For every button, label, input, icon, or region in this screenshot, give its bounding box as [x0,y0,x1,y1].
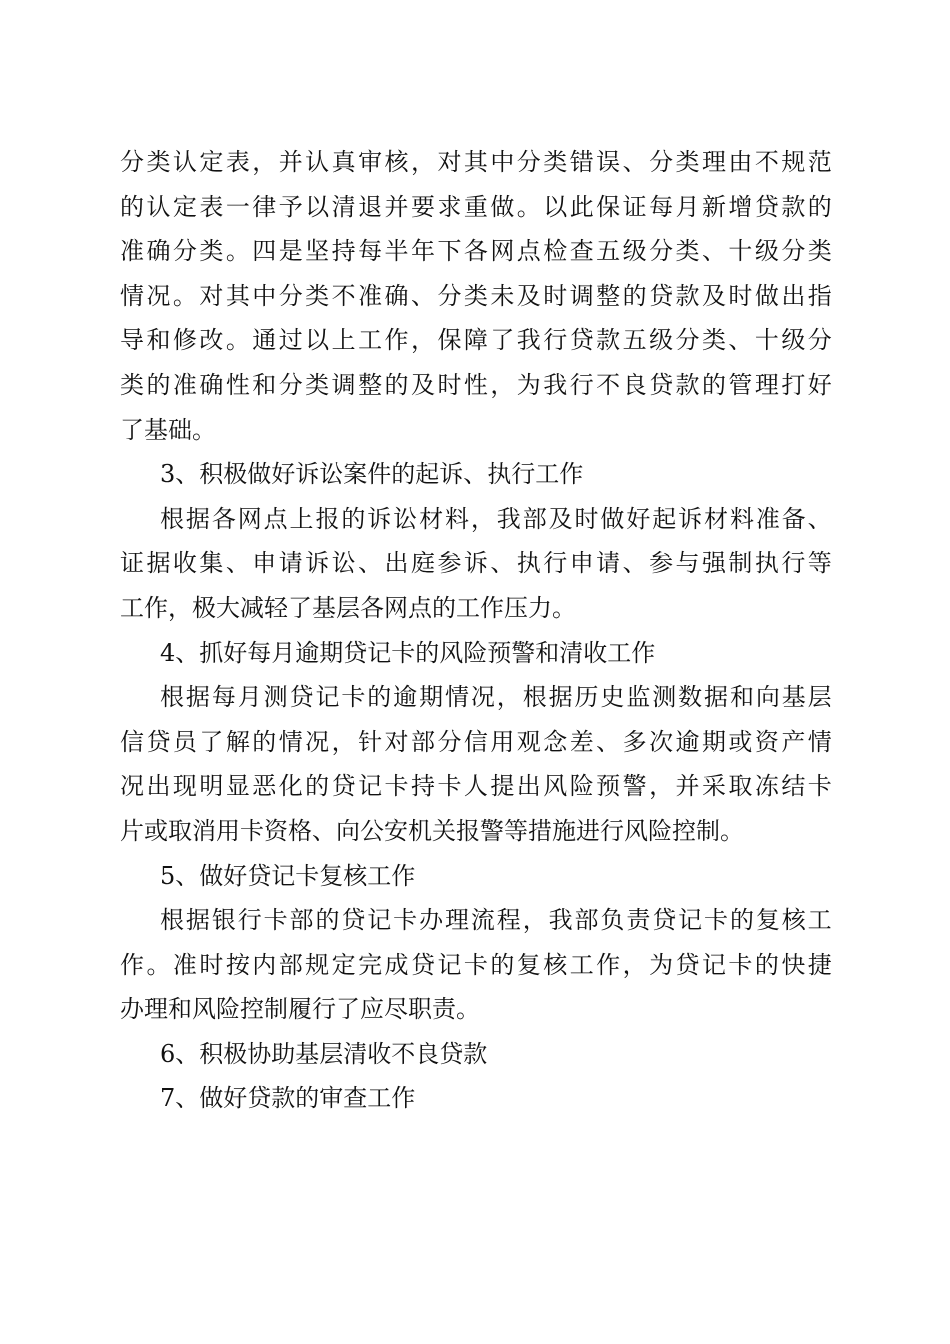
paragraph-classification [120,140,832,452]
text-line: 准 确 分 类 。 四 是 坚 持 每 半 年 下 各 网 点 检 查 五 级 分 类 、 十 级 分 类 [120,237,832,266]
text-line: 类 的 准 确 性 和 分 类 调 整 的 及 时 性 ， 为 我 行 不 良 贷 款 的 管 理 打 好 [120,370,832,399]
text-line: 导 和 修 改 。 通 过 以 上 工 作 ， 保 障 了 我 行 贷 款 五 级 分 类 、 十 级 分 [120,326,832,355]
heading-loan-review [120,1076,832,1121]
heading-credit-card-warning [120,631,832,676]
section-heading: 6、积极协助基层清收不良贷款 [160,1039,488,1068]
paragraph-credit-card-warning [120,675,832,853]
text-line: 的 认 定 表 一 律 予 以 清 退 并 要 求 重 做 。 以 此 保 证 每 月 新 增 贷 款 的 [120,192,832,221]
text-line: 办理和风险控制履行了应尽职责。 [120,995,480,1024]
text-line: 情 况 。 对 其 中 分 类 不 准 确 、 分 类 未 及 时 调 整 的 贷 款 及 时 做 出 指 [120,281,832,310]
heading-credit-card-review [120,854,832,899]
paragraph-litigation [120,497,832,631]
text-line: 况 出 现 明 显 恶 化 的 贷 记 卡 持 卡 人 提 出 风 险 预 警 ， 并 采 取 冻 结 卡 [120,772,832,801]
document-page [120,140,832,1121]
text-line: 根 据 每 月 测 贷 记 卡 的 逾 期 情 况 ， 根 据 历 史 监 测 数 据 和 向 基 层 [160,683,832,712]
text-line: 分 类 认 定 表 ， 并 认 真 审 核 ， 对 其 中 分 类 错 误 、 分 类 理 由 不 规 范 [120,148,832,176]
section-heading: 4、抓好每月逾期贷记卡的风险预警和清收工作 [160,638,656,667]
text-line: 片或取消用卡资格、向公安机关报警等措施进行风险控制。 [120,816,744,845]
section-heading: 3、积极做好诉讼案件的起诉、执行工作 [160,460,584,489]
heading-litigation [120,452,832,497]
text-line: 工作，极大减轻了基层各网点的工作压力。 [120,593,576,622]
text-line: 根 据 银 行 卡 部 的 贷 记 卡 办 理 流 程 ， 我 部 负 责 贷 记 卡 的 复 核 工 [160,906,832,935]
text-line: 证 据 收 集 、 申 请 诉 讼 、 出 庭 参 诉 、 执 行 申 请 、 参 与 强 制 执 行 等 [120,549,832,578]
text-line: 信 贷 员 了 解 的 情 况 ， 针 对 部 分 信 用 观 念 差 、 多 次 逾 期 或 资 产 情 [120,727,832,756]
section-heading: 5、做好贷记卡复核工作 [160,861,416,890]
text-line: 作 。 准 时 按 内 部 规 定 完 成 贷 记 卡 的 复 核 工 作 ， 为 贷 记 卡 的 快 捷 [120,950,832,979]
text-line: 根 据 各 网 点 上 报 的 诉 讼 材 料 ， 我 部 及 时 做 好 起 诉 材 料 准 备 、 [160,504,832,533]
section-heading: 7、做好贷款的审查工作 [160,1084,416,1113]
heading-bad-loan-collection [120,1032,832,1077]
paragraph-credit-card-review [120,898,832,1032]
text-line: 了基础。 [120,415,216,444]
